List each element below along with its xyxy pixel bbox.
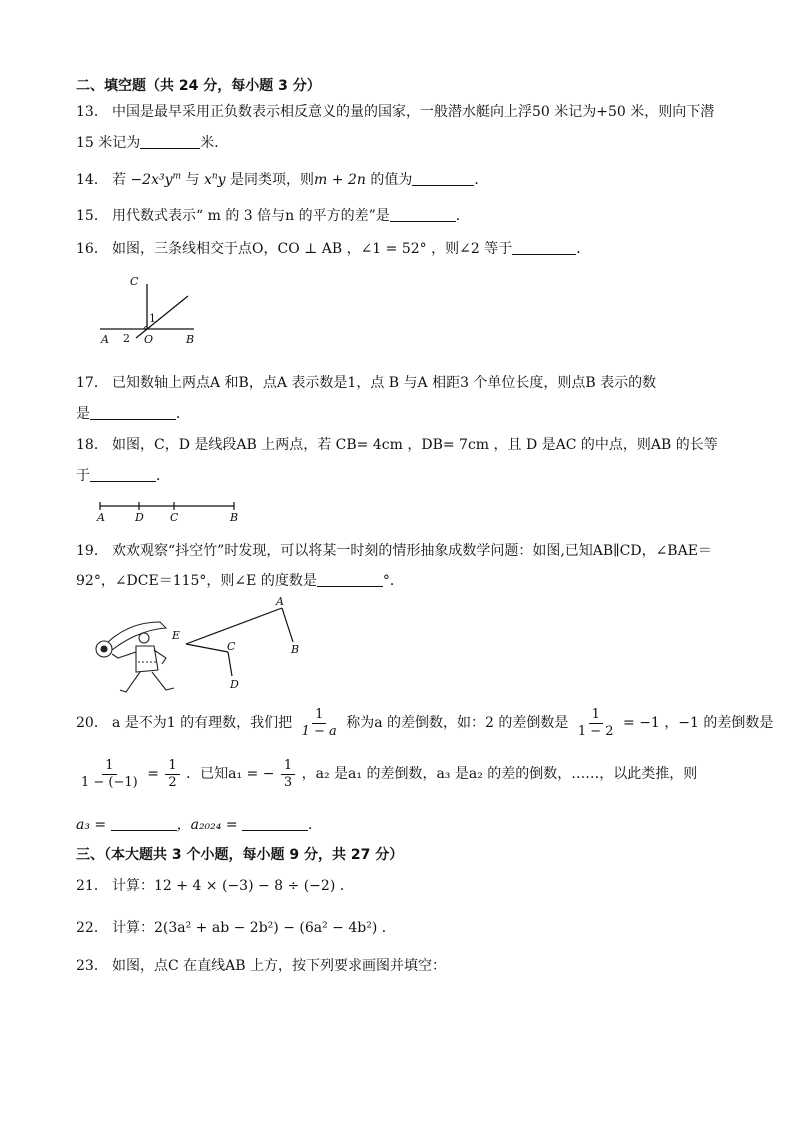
question-text: 的值为 <box>365 172 413 188</box>
question-13-line2 <box>76 133 228 153</box>
question-17-line2 <box>76 404 190 424</box>
question-text: 已知数轴上两点A 和B，点A 表示数是1，点 B 与A 相距3 个单位长度，则点B 表示的数 <box>112 375 657 391</box>
question-text: ，a₂₀₂₄ = <box>176 817 243 833</box>
question-22 <box>76 918 396 938</box>
question-number: 19． <box>76 543 108 559</box>
math-expression: y <box>217 172 226 188</box>
question-18-line2 <box>76 466 170 486</box>
question-text: 计算：12 + 4 × (−3) − 8 ÷ (−2) ． <box>112 878 354 894</box>
answer-blank[interactable] <box>140 134 200 149</box>
label-2: 2 <box>123 332 130 345</box>
question-21 <box>76 876 354 896</box>
question-number: 14． <box>76 172 108 188</box>
denominator: 3 <box>283 774 293 790</box>
question-number: 15． <box>76 208 108 224</box>
question-text: 如图，点C 在直线AB 上方，按下列要求画图并填空： <box>112 958 447 974</box>
fraction <box>78 758 141 791</box>
question-number: 18． <box>76 437 108 453</box>
label-O: O <box>144 333 154 346</box>
question-text: 若 <box>112 172 126 188</box>
question-text: ．已知a₁ = − <box>186 766 275 782</box>
question-13-line1 <box>76 102 714 122</box>
numerator: 1 <box>281 758 295 775</box>
question-20-line3 <box>76 815 322 835</box>
question-17-line1 <box>76 373 656 393</box>
section-3-heading: 三、（本大题共 3 个小题，每小题 9 分，共 27 分） <box>76 847 404 863</box>
question-18-line1 <box>76 435 718 455</box>
question-text: ． <box>308 817 323 833</box>
question-text: ． <box>474 172 489 188</box>
denominator: 2 <box>168 774 177 790</box>
label-A: A <box>276 595 284 608</box>
answer-blank[interactable] <box>317 572 383 587</box>
denominator: 1 − a <box>301 723 337 739</box>
answer-blank[interactable] <box>390 207 456 222</box>
question-19-line2 <box>76 571 404 591</box>
denominator: 1 − 2 <box>577 723 614 739</box>
question-text: a 是不为1 的有理数，我们把 <box>112 715 293 731</box>
question-number: 22． <box>76 920 108 936</box>
question-number: 16． <box>76 241 108 257</box>
numerator: 1 <box>165 758 179 775</box>
question-20-line1 <box>76 706 773 740</box>
question-text: 如图，C，D 是线段AB 上两点，若 CB= 4cm ，DB= 7cm ，且 D 是AC 的中点，则AB 的长等 <box>112 437 718 453</box>
question-text: 称为a 的差倒数，如：2 的差倒数是 <box>346 715 569 731</box>
label-C: C <box>130 275 139 288</box>
question-16 <box>76 239 590 259</box>
math-exponent: n <box>211 171 218 182</box>
fraction <box>575 707 617 740</box>
question-text: °． <box>382 573 404 589</box>
question-text: a₃ = <box>76 817 111 833</box>
fraction <box>165 758 179 791</box>
label-B: B <box>230 511 239 524</box>
answer-blank[interactable] <box>90 467 156 482</box>
question-text: 中国是最早采用正负数表示相反意义的量的国家，一般潜水艇向上浮50 米记为+50 米，则向下潜 <box>112 104 715 120</box>
question-19-line1 <box>76 541 712 561</box>
answer-blank[interactable] <box>90 405 176 420</box>
math-expression: m + 2n <box>314 172 366 188</box>
math-exponent: m <box>172 171 182 182</box>
label-A: A <box>101 333 109 346</box>
intersecting-lines-figure <box>92 272 212 352</box>
question-number: 13． <box>76 104 108 120</box>
question-text: ． <box>455 208 470 224</box>
diabolo-figure <box>90 592 320 696</box>
math-symbol: = <box>142 766 164 782</box>
question-number: 23． <box>76 958 108 974</box>
answer-blank[interactable] <box>111 816 177 831</box>
question-text: 是 <box>76 406 90 422</box>
question-text: 欢欢观察“抖空竹”时发现，可以将某一时刻的情形抽象成数学问题：如图,已知AB∥CD，∠BAE＝ <box>112 543 712 559</box>
label-C: C <box>227 640 236 653</box>
segment-figure <box>92 496 242 526</box>
question-number: 21． <box>76 878 108 894</box>
answer-blank[interactable] <box>512 240 576 255</box>
label-E: E <box>172 629 181 642</box>
label-D: D <box>230 678 239 691</box>
diabolo-player-illustration <box>96 622 174 692</box>
question-text: 与 <box>181 172 204 188</box>
question-text: 米． <box>200 135 229 151</box>
answer-blank[interactable] <box>242 816 308 831</box>
question-text: 15 米记为 <box>76 135 141 151</box>
question-text: ． <box>176 406 190 422</box>
section-2-heading: 二、填空题（共 24 分，每小题 3 分） <box>76 78 321 94</box>
question-text: 于 <box>76 468 90 484</box>
label-A: A <box>97 511 105 524</box>
numerator: 1 <box>589 707 603 724</box>
question-text: 92°，∠DCE＝115°，则∠E 的度数是 <box>76 573 317 589</box>
question-text: 是同类项，则 <box>225 172 315 188</box>
math-expression: x <box>203 172 212 188</box>
fraction <box>281 758 295 791</box>
question-text: = −1 ，−1 的差倒数是 <box>623 715 774 731</box>
fraction <box>299 707 340 740</box>
question-23 <box>76 956 446 976</box>
label-D: D <box>135 511 144 524</box>
numerator: 1 <box>102 758 116 775</box>
question-number: 20． <box>76 715 108 731</box>
numerator: 1 <box>312 707 326 724</box>
answer-blank[interactable] <box>412 171 474 186</box>
label-B: B <box>291 643 300 656</box>
question-text: 用代数式表示“ m 的 3 倍与n 的平方的差”是 <box>112 208 390 224</box>
question-20-line2 <box>76 757 697 791</box>
question-15 <box>76 206 470 226</box>
question-number: 17． <box>76 375 108 391</box>
label-B: B <box>186 333 195 346</box>
question-text: 计算：2(3a² + ab − 2b²) − (6a² − 4b²) ． <box>112 920 396 936</box>
question-text: ． <box>576 241 591 257</box>
label-C: C <box>170 511 179 524</box>
denominator: 1 − (−1) <box>81 774 138 790</box>
question-text: ． <box>156 468 170 484</box>
math-expression: −2x³y <box>130 172 173 188</box>
label-1: 1 <box>149 312 156 325</box>
question-14 <box>76 170 488 190</box>
question-text: 如图，三条线相交于点O，CO ⊥ AB ，∠1 = 52° ，则∠2 等于 <box>112 241 513 257</box>
question-text: ，a₂ 是a₁ 的差倒数，a₃ 是a₂ 的差的倒数，……，以此类推，则 <box>301 766 698 782</box>
